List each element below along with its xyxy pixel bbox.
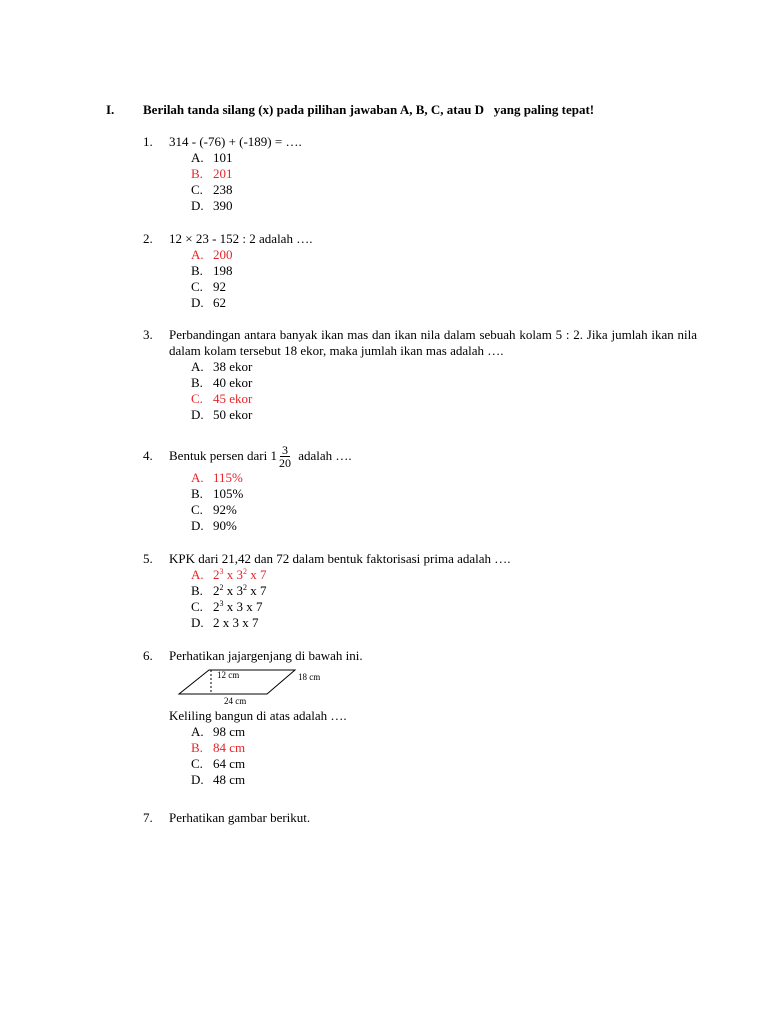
option-b[interactable]: B. 201	[191, 166, 233, 181]
question-number: 1.	[143, 134, 153, 149]
options-list	[191, 470, 697, 534]
option-d[interactable]: D. 50 ekor	[191, 407, 253, 422]
option-a[interactable]: A. 38 ekor	[191, 359, 253, 374]
option-c[interactable]: C. 238	[191, 182, 233, 197]
option-d[interactable]: D. 48 cm	[191, 772, 246, 787]
question-text: KPK dari 21,42 dan 72 dalam bentuk faktorisasi prima adalah ….	[169, 551, 511, 566]
question-4	[143, 442, 697, 534]
option-c[interactable]: C. 64 cm	[191, 756, 246, 771]
option-a[interactable]: A. 200	[191, 247, 233, 262]
option-a[interactable]: A. 101	[191, 150, 233, 165]
question-5	[143, 551, 697, 631]
option-a[interactable]: A. $2^3$ x $3^2$ x 7	[191, 567, 267, 582]
section-number: I.	[106, 102, 115, 117]
height-label: 12 cm	[217, 670, 240, 680]
options-list	[191, 150, 697, 214]
option-a[interactable]: A. 115%	[191, 470, 243, 485]
question-number: 3.	[143, 327, 153, 342]
question-text: Perhatikan gambar berikut.	[169, 810, 311, 825]
options-list	[191, 359, 697, 423]
option-d[interactable]: D. 390	[191, 198, 233, 213]
question-6	[143, 648, 697, 788]
question-text: Perhatikan jajargenjang di bawah ini.	[169, 648, 363, 663]
section-instruction: Berilah tanda silang (x) pada pilihan jawaban A, B, C, atau D yang paling tepat!	[143, 102, 595, 117]
fraction	[277, 444, 293, 469]
option-c[interactable]: C. 92	[191, 279, 226, 294]
option-c[interactable]: C. $2^3$ x 3 x 7	[191, 599, 263, 614]
question-text-2: Keliling bangun di atas adalah ….	[169, 708, 347, 723]
question-number: 4.	[143, 448, 153, 463]
question-text: Bentuk persen dari 1 $\frac{3}{20}$ adalah ….	[169, 442, 352, 470]
question-text: 314 - (-76) + (-189) = ….	[169, 134, 302, 149]
option-d[interactable]: D. 62	[191, 295, 226, 310]
fraction-denominator: 20	[278, 455, 291, 470]
parallelogram-shape	[177, 668, 347, 704]
options-list	[191, 247, 697, 311]
fraction-numerator: 3	[281, 442, 288, 457]
option-a[interactable]: A. 98 cm	[191, 724, 246, 739]
option-b[interactable]: B. $2^2$ x $3^2$ x 7	[191, 583, 267, 598]
question-number: 2.	[143, 231, 153, 246]
question-number: 7.	[143, 810, 153, 825]
option-c[interactable]: C. 45 ekor	[191, 391, 253, 406]
question-number: 5.	[143, 551, 153, 566]
option-b[interactable]: B. 105%	[191, 486, 244, 501]
options-list	[191, 724, 697, 788]
question-number: 6.	[143, 648, 153, 663]
options-list	[191, 567, 697, 631]
question-text: 12 × 23 - 152 : 2 adalah ….	[169, 231, 313, 246]
option-b[interactable]: B. 84 cm	[191, 740, 246, 755]
question-7	[143, 810, 697, 826]
parallelogram-figure	[177, 668, 347, 704]
question-2	[143, 231, 697, 311]
side-label: 18 cm	[298, 672, 321, 682]
option-d[interactable]: D. 90%	[191, 518, 237, 533]
question-3	[143, 327, 697, 423]
question-1	[143, 134, 697, 214]
option-c[interactable]: C. 92%	[191, 502, 237, 517]
question-text: Perbandingan antara banyak ikan mas dan ikan nila dalam sebuah kolam 5 : 2. Jika jumlah ikan nila dalam kolam tersebut 18 ekor, maka jumlah ikan mas adalah ….	[169, 327, 697, 358]
base-label: 24 cm	[224, 696, 247, 706]
mixed-number-whole: 1	[270, 448, 277, 463]
option-b[interactable]: B. 198	[191, 263, 233, 278]
option-d[interactable]: D. 2 x 3 x 7	[191, 615, 259, 630]
option-b[interactable]: B. 40 ekor	[191, 375, 253, 390]
